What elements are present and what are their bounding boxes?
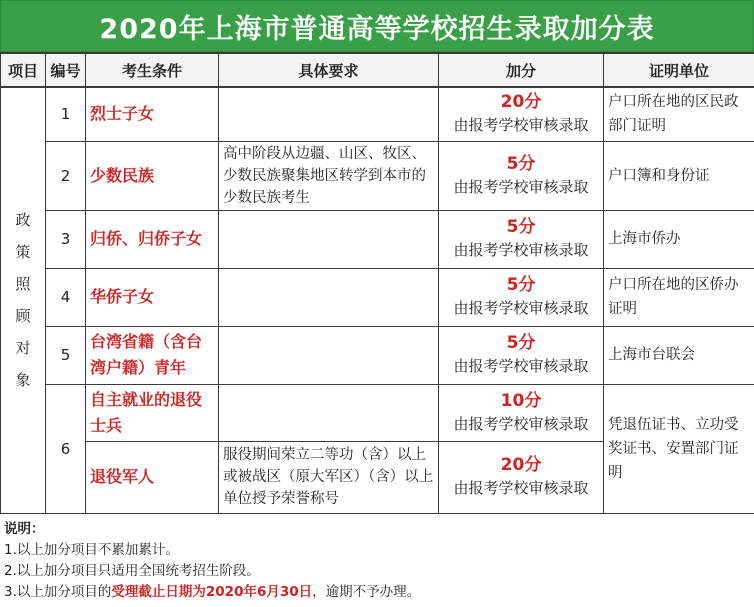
requirement-cell [219, 87, 439, 141]
condition-cell: 台湾省籍（含台湾户籍）青年 [86, 326, 219, 384]
header-unit: 证明单位 [604, 53, 754, 87]
category-char: 策 [15, 243, 31, 262]
deadline-highlight: 受理截止日期为2020年6月30日 [111, 583, 313, 600]
bonus-points: 20分 [500, 92, 542, 113]
header-num: 编号 [46, 53, 86, 87]
condition-cell: 归侨、归侨子女 [86, 210, 219, 268]
bonus-points: 5分 [506, 153, 536, 174]
row-number: 4 [46, 268, 86, 326]
bonus-cell [439, 326, 604, 384]
note-line: 2.以上加分项目只适用全国统考招生阶段。 [4, 562, 260, 579]
bonus-cell [439, 141, 604, 210]
unit-cell: 凭退伍证书、立功受奖证书、安置部门证明 [604, 384, 754, 513]
bonus-cell [439, 268, 604, 326]
header-requirement: 具体要求 [219, 53, 439, 87]
bonus-cell [439, 87, 604, 141]
header-row [1, 53, 754, 87]
requirement-cell [219, 326, 439, 384]
unit-cell: 户口所在地的区民政部门证明 [604, 87, 754, 141]
header-bonus: 加分 [439, 53, 604, 87]
bonus-note: 由报考学校审核录取 [453, 116, 589, 135]
bonus-note: 由报考学校审核录取 [453, 357, 589, 375]
row-number: 1 [46, 87, 86, 141]
table-row [1, 87, 754, 141]
unit-cell: 户口簿和身份证 [604, 141, 754, 210]
condition-cell: 烈士子女 [86, 87, 219, 141]
row-number: 3 [46, 210, 86, 268]
bonus-points: 5分 [506, 333, 536, 353]
requirement-cell [219, 210, 439, 268]
requirement-cell [219, 268, 439, 326]
bonus-note: 由报考学校审核录取 [453, 241, 589, 259]
condition-cell: 华侨子女 [86, 268, 219, 326]
category-char: 对 [15, 339, 31, 358]
note-text: ，逾期不予办理。 [312, 583, 421, 600]
requirement-cell [219, 384, 439, 441]
unit-cell: 上海市侨办 [604, 210, 754, 268]
condition-cell: 少数民族 [86, 141, 219, 210]
category-char: 照 [15, 275, 31, 294]
bonus-points: 10分 [500, 390, 542, 411]
row-number: 6 [46, 384, 86, 513]
condition-cell: 退役军人 [86, 441, 219, 513]
header-item: 项目 [1, 53, 46, 87]
header-condition: 考生条件 [86, 53, 219, 87]
bonus-note: 由报考学校审核录取 [453, 414, 589, 433]
unit-cell: 户口所在地的区侨办证明 [604, 268, 754, 326]
bonus-cell [439, 384, 604, 441]
notes-title: 说明： [4, 520, 45, 537]
table-row [1, 384, 754, 441]
row-number: 2 [46, 141, 86, 210]
notes-section [0, 514, 754, 603]
table-row [1, 210, 754, 268]
bonus-cell [439, 441, 604, 513]
bonus-note: 由报考学校审核录取 [453, 177, 589, 196]
bonus-table [0, 52, 754, 514]
requirement-cell: 高中阶段从边疆、山区、牧区、少数民族聚集地区转学到本市的少数民族考生 [219, 141, 439, 210]
table-row [1, 141, 754, 210]
table-row [1, 326, 754, 384]
note-line [4, 582, 750, 603]
bonus-points: 5分 [506, 217, 536, 237]
requirement-cell: 服役期间荣立二等功（含）以上或被战区（原大军区）（含）以上单位授予荣誉称号 [219, 441, 439, 513]
category-char: 顾 [15, 307, 31, 326]
bonus-note: 由报考学校审核录取 [453, 479, 589, 497]
unit-cell: 上海市台联会 [604, 326, 754, 384]
note-text: 3.以上加分项目的 [4, 583, 112, 600]
category-cell [1, 87, 46, 513]
row-number: 5 [46, 326, 86, 384]
table-row [1, 268, 754, 326]
note-line: 1.以上加分项目不累加累计。 [4, 541, 179, 558]
page-title: 2020年上海市普通高等学校招生录取加分表 [0, 0, 754, 52]
bonus-points: 20分 [500, 455, 542, 475]
bonus-note: 由报考学校审核录取 [453, 299, 589, 317]
condition-cell: 自主就业的退役士兵 [86, 384, 219, 441]
category-char: 政 [15, 211, 31, 230]
bonus-cell [439, 210, 604, 268]
category-char: 象 [15, 371, 31, 390]
bonus-points: 5分 [506, 275, 536, 295]
